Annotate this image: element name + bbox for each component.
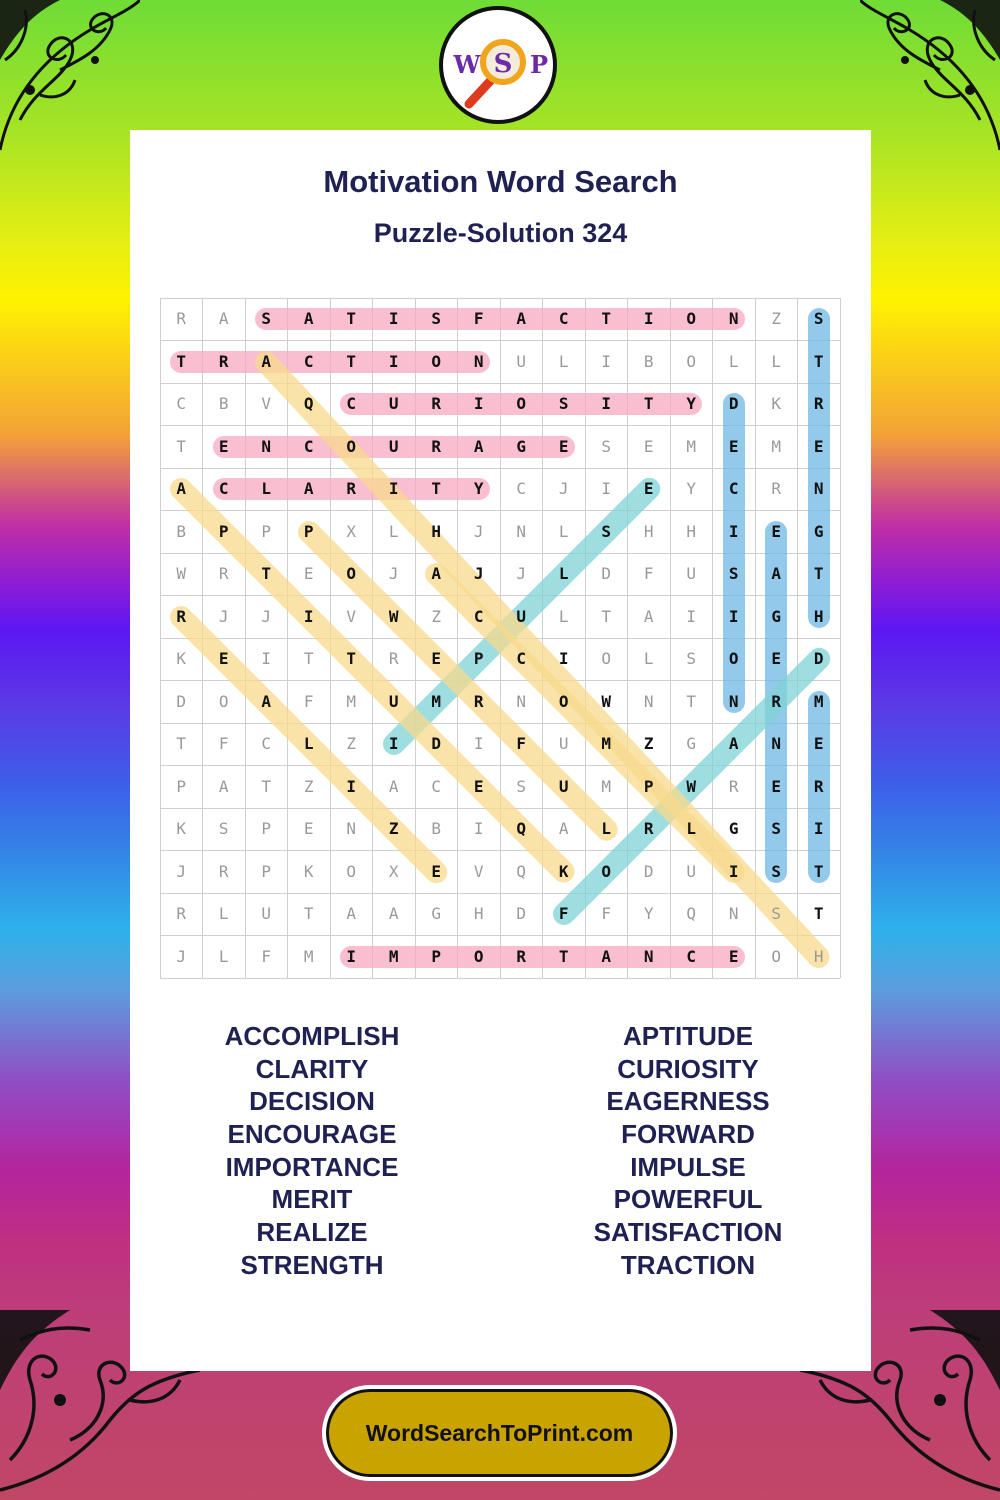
grid-cell[interactable]: B — [218, 394, 229, 413]
grid-cell[interactable]: A — [388, 776, 399, 796]
grid-cell[interactable]: R — [388, 649, 399, 668]
grid-cell[interactable]: G — [771, 606, 782, 626]
grid-cell[interactable]: R — [643, 819, 654, 838]
grid-cell[interactable]: E — [771, 649, 782, 668]
grid-cell[interactable]: J — [473, 564, 484, 583]
grid-cell[interactable]: E — [431, 861, 442, 881]
grid-cell[interactable]: E — [771, 776, 782, 796]
grid-cell[interactable]: H — [473, 904, 484, 923]
grid-cell[interactable]: E — [813, 436, 824, 456]
page-title: Motivation Word Search — [323, 164, 678, 199]
grid-cell[interactable]: B — [431, 819, 442, 838]
grid-cell[interactable]: I — [728, 606, 739, 626]
grid-cell[interactable]: T — [601, 606, 612, 626]
grid-cell[interactable]: O — [601, 649, 612, 668]
grid-cell[interactable]: J — [473, 521, 484, 541]
grid-cell[interactable]: N — [728, 691, 739, 711]
logo-letter-w: W — [453, 50, 481, 79]
grid-cell[interactable]: R — [218, 351, 229, 371]
grid-cell[interactable]: C — [176, 394, 187, 413]
grid-cell[interactable]: T — [176, 351, 187, 371]
grid-cell[interactable]: H — [813, 606, 824, 626]
grid-cell[interactable]: P — [261, 861, 272, 881]
grid-cell[interactable]: K — [558, 861, 569, 881]
grid-cell[interactable]: B — [643, 351, 654, 371]
grid-cell[interactable]: E — [558, 436, 569, 456]
grid-cell[interactable]: F — [261, 946, 272, 966]
grid-cell[interactable]: E — [431, 649, 442, 668]
grid-cell[interactable]: T — [176, 436, 187, 456]
grid-cell[interactable]: U — [516, 351, 527, 371]
grid-cell[interactable]: Q — [303, 394, 314, 413]
grid-cell[interactable]: S — [261, 309, 272, 328]
grid-cell[interactable]: W — [176, 564, 187, 583]
grid-cell[interactable]: T — [813, 564, 824, 583]
grid-cell[interactable]: G — [516, 436, 527, 456]
grid-cell[interactable]: O — [346, 861, 357, 881]
grid-cell[interactable]: R — [176, 606, 187, 626]
grid-cell[interactable]: I — [388, 351, 399, 371]
grid-cell[interactable]: G — [431, 904, 442, 923]
grid-cell[interactable]: A — [601, 946, 612, 966]
word-list-item: APTITUDE — [623, 1021, 753, 1051]
grid-cell[interactable]: M — [388, 946, 399, 966]
grid-cell[interactable]: T — [558, 946, 569, 966]
grid-cell[interactable]: Q — [516, 819, 527, 838]
grid-cell[interactable]: T — [686, 691, 697, 711]
grid-cell[interactable]: S — [813, 309, 824, 328]
grid-cell[interactable]: U — [558, 776, 569, 796]
grid-cell[interactable]: P — [218, 521, 229, 541]
grid-cell[interactable]: P — [261, 521, 272, 541]
grid-cell[interactable]: O — [728, 649, 739, 668]
grid-cell[interactable]: E — [303, 564, 314, 583]
grid-cell[interactable]: S — [558, 394, 569, 413]
grid-cell[interactable]: R — [218, 564, 229, 583]
grid-cell[interactable]: C — [346, 394, 357, 413]
grid-cell[interactable]: D — [813, 649, 824, 668]
grid-cell[interactable]: S — [771, 904, 782, 923]
grid-cell[interactable]: M — [431, 691, 442, 711]
site-logo[interactable] — [439, 6, 557, 124]
grid-cell[interactable]: J — [176, 946, 187, 966]
grid-cell[interactable]: T — [601, 309, 612, 328]
grid-cell[interactable]: C — [218, 479, 229, 498]
grid-cell[interactable]: R — [771, 479, 782, 498]
corner-ornament — [0, 0, 140, 160]
grid-cell[interactable]: Z — [346, 734, 357, 753]
grid-cell[interactable]: O — [686, 309, 697, 328]
grid-cell[interactable]: V — [473, 861, 484, 881]
grid-cell[interactable]: O — [516, 394, 527, 413]
grid-cell[interactable]: H — [643, 521, 654, 541]
grid-cell[interactable]: A — [473, 436, 484, 456]
grid-cell[interactable]: Z — [771, 309, 782, 328]
grid-cell[interactable]: I — [728, 861, 739, 881]
grid-cell[interactable]: A — [346, 904, 357, 923]
word-list-item: CURIOSITY — [617, 1053, 759, 1084]
grid-cell[interactable]: Z — [388, 819, 399, 838]
grid-cell[interactable]: P — [303, 521, 314, 541]
grid-cell[interactable]: T — [176, 734, 187, 753]
grid-cell[interactable]: K — [176, 819, 187, 838]
grid-cell[interactable]: Y — [473, 479, 484, 498]
grid-cell[interactable]: N — [643, 946, 654, 966]
grid-cell[interactable]: I — [601, 479, 612, 498]
grid-cell[interactable]: G — [813, 521, 824, 541]
grid-cell[interactable]: I — [303, 606, 314, 626]
grid-cell[interactable]: R — [218, 861, 229, 881]
grid-cell[interactable]: O — [771, 946, 782, 966]
grid-cell[interactable]: L — [601, 819, 612, 838]
grid-cell[interactable]: K — [303, 861, 314, 881]
grid-cell[interactable]: E — [218, 436, 229, 456]
grid-cell[interactable]: I — [261, 649, 272, 668]
grid-cell[interactable]: O — [558, 691, 569, 711]
grid-cell[interactable]: O — [431, 351, 442, 371]
grid-cell[interactable]: Z — [643, 734, 654, 753]
grid-cell[interactable]: C — [473, 606, 484, 626]
grid-cell[interactable]: C — [558, 309, 569, 328]
grid-cell[interactable]: A — [388, 904, 399, 923]
grid-cell[interactable]: T — [303, 904, 314, 923]
grid-cell[interactable]: J — [558, 479, 569, 498]
grid-cell[interactable]: I — [558, 649, 569, 668]
grid-cell[interactable]: O — [686, 351, 697, 371]
grid-cell[interactable]: T — [813, 861, 824, 881]
word-list-right — [523, 1020, 853, 1282]
grid-cell[interactable]: I — [686, 606, 697, 626]
grid-cell[interactable]: M — [601, 776, 612, 796]
grid-cell[interactable]: L — [686, 819, 697, 838]
grid-cell[interactable]: C — [686, 946, 697, 966]
grid-cell[interactable]: R — [728, 776, 739, 796]
grid-cell[interactable]: A — [431, 564, 442, 583]
grid-cell[interactable]: L — [388, 521, 399, 541]
grid-cell[interactable]: Y — [686, 394, 697, 413]
grid-cell[interactable]: N — [643, 691, 654, 711]
word-list-item: REALIZE — [256, 1217, 368, 1248]
grid-cell[interactable]: C — [728, 479, 739, 498]
grid-cell[interactable]: K — [176, 649, 187, 668]
grid-cell[interactable]: B — [176, 521, 187, 541]
grid-cell[interactable]: L — [218, 904, 229, 923]
grid-cell[interactable]: I — [728, 521, 739, 541]
grid-cell[interactable]: T — [261, 564, 272, 583]
grid-cell[interactable]: I — [813, 819, 824, 838]
grid-cell[interactable]: M — [601, 734, 612, 753]
grid-cell[interactable]: S — [728, 564, 739, 583]
grid-cell[interactable]: F — [303, 691, 314, 711]
grid-cell[interactable]: R — [813, 394, 824, 413]
grid-cell[interactable]: H — [431, 521, 442, 541]
grid-cell[interactable]: S — [771, 819, 782, 838]
grid-cell[interactable]: X — [346, 521, 357, 541]
grid-cell[interactable]: N — [728, 309, 739, 328]
grid-cell[interactable]: Y — [686, 479, 697, 498]
word-list-item: MERIT — [271, 1184, 353, 1215]
grid-cell[interactable]: T — [346, 351, 357, 371]
grid-cell[interactable]: S — [686, 649, 697, 668]
grid-cell[interactable]: T — [346, 649, 357, 668]
grid-cell[interactable]: D — [728, 394, 739, 413]
grid-cell[interactable]: Z — [303, 776, 314, 796]
grid-cell[interactable]: I — [601, 351, 612, 371]
grid-cell[interactable]: R — [176, 309, 187, 328]
grid-cell[interactable]: P — [643, 776, 654, 796]
grid-cell[interactable]: H — [813, 946, 824, 966]
grid-cell[interactable]: F — [218, 734, 229, 753]
grid-cell[interactable]: M — [771, 436, 782, 456]
grid-cell[interactable]: A — [218, 309, 229, 328]
word-list-item: SATISFACTION — [593, 1217, 783, 1248]
grid-cell[interactable]: S — [516, 776, 527, 796]
grid-cell[interactable]: X — [388, 861, 399, 881]
grid-cell[interactable]: G — [686, 734, 697, 753]
grid-cell[interactable]: L — [261, 479, 272, 498]
grid-cell[interactable]: T — [813, 351, 824, 371]
grid-cell[interactable]: R — [473, 691, 484, 711]
grid-cell[interactable]: N — [516, 521, 527, 541]
grid-cell[interactable]: V — [261, 394, 272, 413]
grid-cell[interactable]: T — [643, 394, 654, 413]
grid-cell[interactable]: S — [431, 309, 442, 328]
grid-cell[interactable]: P — [431, 946, 442, 966]
grid-cell[interactable]: E — [643, 436, 654, 456]
grid-cell[interactable]: C — [431, 776, 442, 796]
grid-cell[interactable]: C — [303, 351, 314, 371]
grid-cell[interactable]: A — [261, 691, 272, 711]
grid-cell[interactable]: I — [473, 734, 484, 753]
word-list-item: CLARITY — [255, 1053, 369, 1084]
grid-cell[interactable]: H — [686, 521, 697, 541]
word-list-item: TRACTION — [620, 1249, 756, 1280]
grid-cell[interactable]: A — [218, 776, 229, 796]
grid-cell[interactable]: O — [601, 861, 612, 881]
grid-cell[interactable]: R — [516, 946, 527, 966]
grid-cell[interactable]: C — [516, 479, 527, 498]
grid-cell[interactable]: O — [218, 691, 229, 711]
grid-cell[interactable]: D — [643, 861, 654, 881]
grid-cell[interactable]: L — [558, 351, 569, 371]
word-list-item: POWERFUL — [613, 1184, 763, 1215]
grid-cell[interactable]: E — [728, 946, 739, 966]
logo-letter-s: S — [493, 49, 513, 79]
magnifier-icon — [443, 10, 553, 120]
grid-cell[interactable]: A — [516, 309, 527, 328]
grid-cell[interactable]: R — [771, 691, 782, 711]
corner-ornament — [860, 0, 1000, 160]
grid-cell[interactable]: J — [176, 861, 187, 881]
grid-cell[interactable]: A — [558, 819, 569, 838]
grid-cell[interactable]: I — [388, 479, 399, 498]
grid-cell[interactable]: D — [516, 904, 527, 923]
grid-cell[interactable]: F — [601, 904, 612, 923]
word-list-left — [147, 1020, 477, 1282]
word-list-item: EAGERNESS — [606, 1086, 770, 1117]
grid-cell[interactable]: N — [813, 479, 824, 498]
grid-cell[interactable]: L — [643, 649, 654, 668]
grid-cell[interactable]: L — [218, 946, 229, 966]
grid-cell[interactable]: F — [516, 734, 527, 753]
word-list-item: ACCOMPLISH — [224, 1021, 400, 1051]
grid-cell[interactable]: C — [303, 436, 314, 456]
word-search-grid — [160, 298, 840, 978]
grid-cell[interactable]: U — [516, 606, 527, 626]
grid-cell[interactable]: A — [303, 309, 314, 328]
grid-cell[interactable]: I — [346, 946, 357, 966]
grid-cell[interactable]: I — [388, 309, 399, 328]
grid-cell[interactable]: U — [388, 394, 399, 413]
grid-cell[interactable]: O — [346, 436, 357, 456]
grid-cell[interactable]: F — [643, 564, 654, 583]
grid-cell[interactable]: K — [771, 394, 782, 413]
grid-cell[interactable]: U — [388, 691, 399, 711]
grid-cell[interactable]: N — [728, 904, 739, 923]
grid-cell[interactable]: S — [771, 861, 782, 881]
grid-cell[interactable]: I — [643, 309, 654, 328]
grid-cell[interactable]: T — [261, 776, 272, 796]
grid-cell[interactable]: M — [303, 946, 314, 966]
grid-cell[interactable]: I — [601, 394, 612, 413]
grid-cell[interactable]: D — [176, 691, 187, 711]
grid-cell[interactable]: L — [558, 606, 569, 626]
grid-cell[interactable]: N — [473, 351, 484, 371]
grid-cell[interactable]: W — [601, 691, 612, 711]
word-list-item: FORWARD — [621, 1119, 755, 1150]
grid-cell[interactable]: S — [218, 819, 229, 838]
grid-cell[interactable]: E — [813, 734, 824, 753]
word-list-item: ENCOURAGE — [227, 1119, 397, 1150]
grid-cell[interactable]: E — [218, 649, 229, 668]
grid-cell[interactable]: L — [303, 734, 314, 753]
grid-cell[interactable]: J — [388, 564, 399, 583]
grid-cell[interactable]: P — [261, 819, 272, 838]
grid-cell[interactable]: Q — [686, 904, 697, 923]
grid-cell[interactable]: G — [728, 819, 739, 838]
grid-cell[interactable]: S — [601, 436, 612, 456]
grid-cell[interactable]: L — [771, 351, 782, 371]
grid-cell[interactable]: E — [728, 436, 739, 456]
grid-cell[interactable]: A — [176, 479, 187, 498]
grid-cell[interactable]: M — [813, 691, 824, 711]
grid-cell[interactable]: S — [601, 521, 612, 541]
word-list-item: IMPULSE — [630, 1151, 746, 1182]
word-list-item: STRENGTH — [240, 1249, 384, 1280]
grid-cell[interactable]: R — [813, 776, 824, 796]
grid-cell[interactable]: Z — [431, 606, 442, 626]
grid-cell[interactable]: D — [431, 734, 442, 753]
grid-cell[interactable]: E — [473, 776, 484, 796]
grid-cell[interactable]: Y — [643, 904, 654, 923]
grid-cell[interactable]: N — [346, 819, 357, 838]
grid-cell[interactable]: C — [261, 734, 272, 753]
grid-cell[interactable]: W — [388, 606, 399, 626]
grid-cell[interactable]: U — [558, 734, 569, 753]
grid-cell[interactable]: W — [686, 776, 697, 796]
grid-cell[interactable]: I — [473, 394, 484, 413]
grid-cell[interactable]: A — [728, 734, 739, 753]
grid-cell[interactable]: M — [346, 691, 357, 711]
grid-cell[interactable]: E — [643, 479, 654, 498]
grid-cell[interactable]: I — [473, 819, 484, 838]
grid-cell[interactable]: L — [728, 351, 739, 371]
grid-cell[interactable]: R — [176, 904, 187, 923]
grid-cell[interactable]: T — [431, 479, 442, 498]
grid-cell[interactable]: U — [261, 904, 272, 923]
grid-cell[interactable]: U — [686, 564, 697, 583]
grid-cell[interactable]: N — [516, 691, 527, 711]
grid-cell[interactable]: T — [813, 904, 824, 923]
grid-cell[interactable]: U — [686, 861, 697, 881]
grid-cell[interactable]: Q — [516, 861, 527, 881]
grid-cell[interactable]: P — [473, 649, 484, 668]
grid-cell[interactable]: J — [516, 564, 527, 583]
grid-cell[interactable]: I — [388, 734, 399, 753]
grid-cell[interactable]: R — [431, 394, 442, 413]
grid-cell[interactable]: N — [771, 734, 782, 753]
grid-cell[interactable]: R — [431, 436, 442, 456]
grid-cell[interactable]: M — [686, 436, 697, 456]
grid-cell[interactable]: F — [558, 904, 569, 923]
grid-cell[interactable]: O — [473, 946, 484, 966]
grid-cell[interactable]: R — [346, 479, 357, 498]
grid-cell[interactable]: L — [558, 564, 569, 583]
word-list-item: IMPORTANCE — [225, 1151, 399, 1182]
logo-letter-p: P — [529, 50, 549, 79]
grid-cell[interactable]: P — [176, 776, 187, 796]
grid-cell[interactable]: L — [558, 521, 569, 541]
grid-cell[interactable]: I — [346, 776, 357, 796]
grid-cell[interactable]: J — [261, 606, 272, 626]
grid-cell[interactable]: A — [261, 351, 272, 371]
grid-cell[interactable]: T — [346, 309, 357, 328]
grid-cell[interactable]: A — [303, 479, 314, 498]
grid-cell[interactable]: J — [218, 606, 229, 626]
word-list-item: DECISION — [249, 1086, 375, 1117]
grid-cell[interactable]: C — [516, 649, 527, 668]
grid-cell[interactable]: E — [771, 521, 782, 541]
grid-cell[interactable]: N — [261, 436, 272, 456]
page-subtitle: Puzzle-Solution 324 — [373, 218, 628, 248]
grid-cell[interactable]: E — [303, 819, 314, 838]
site-link-button[interactable]: WordSearchToPrint.com — [322, 1385, 677, 1481]
grid-cell[interactable]: D — [601, 564, 612, 583]
grid-cell[interactable]: A — [643, 606, 654, 626]
grid-cell[interactable]: A — [771, 564, 782, 583]
grid-cell[interactable]: U — [388, 436, 399, 456]
grid-cell[interactable]: F — [473, 309, 484, 328]
grid-cell[interactable]: O — [346, 564, 357, 583]
grid-cell[interactable]: T — [303, 649, 314, 668]
grid-cell[interactable]: V — [346, 606, 357, 626]
